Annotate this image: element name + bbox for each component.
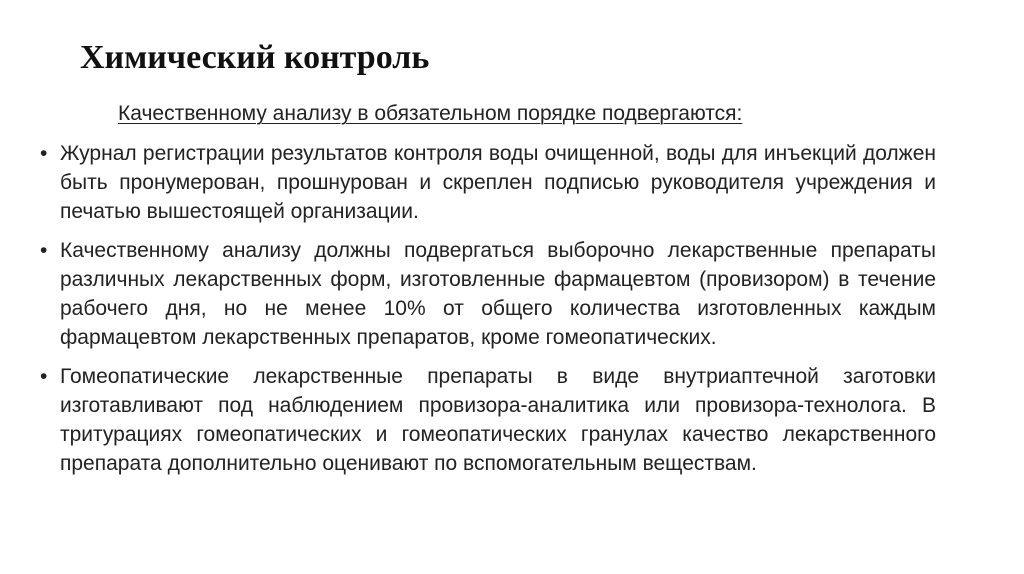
bullet-dot-icon: • xyxy=(40,142,48,165)
list-item xyxy=(40,362,936,478)
bullet-list xyxy=(40,139,936,478)
bullet-dot-icon: • xyxy=(40,239,48,262)
slide-content xyxy=(40,99,936,488)
bullet-dot-icon: • xyxy=(40,365,48,388)
list-item-text: Качественному анализу должны подвергаться выборочно лекарственные препараты различных лекарственных форм, изготовленные фармацевтом (провизором) в течение рабочего дня, но не менее 10% от общего количества изготовленных каждым фармацевтом лекарственных препаратов, кроме гомеопатических. xyxy=(60,239,936,349)
list-item-text: Гомеопатические лекарственные препараты в виде внутриаптечной заготовки изготавливают под наблюдением провизора-аналитика или провизора-технолога. В тритурациях гомеопатических и гомеопатических гранулах качество лекарственного препарата дополнительно оценивают по вспомогательным веществам. xyxy=(60,365,936,475)
list-item-text: Журнал регистрации результатов контроля воды очищенной, воды для инъекций должен быть пронумерован, прошнурован и скреплен подписью руководителя учреждения и печатью вышестоящей организации. xyxy=(60,142,936,223)
slide-title: Химический контроль xyxy=(80,39,430,76)
intro-text: Качественному анализу в обязательном порядке подвергаются: xyxy=(118,102,743,125)
list-item xyxy=(40,236,936,352)
list-item xyxy=(40,139,936,226)
